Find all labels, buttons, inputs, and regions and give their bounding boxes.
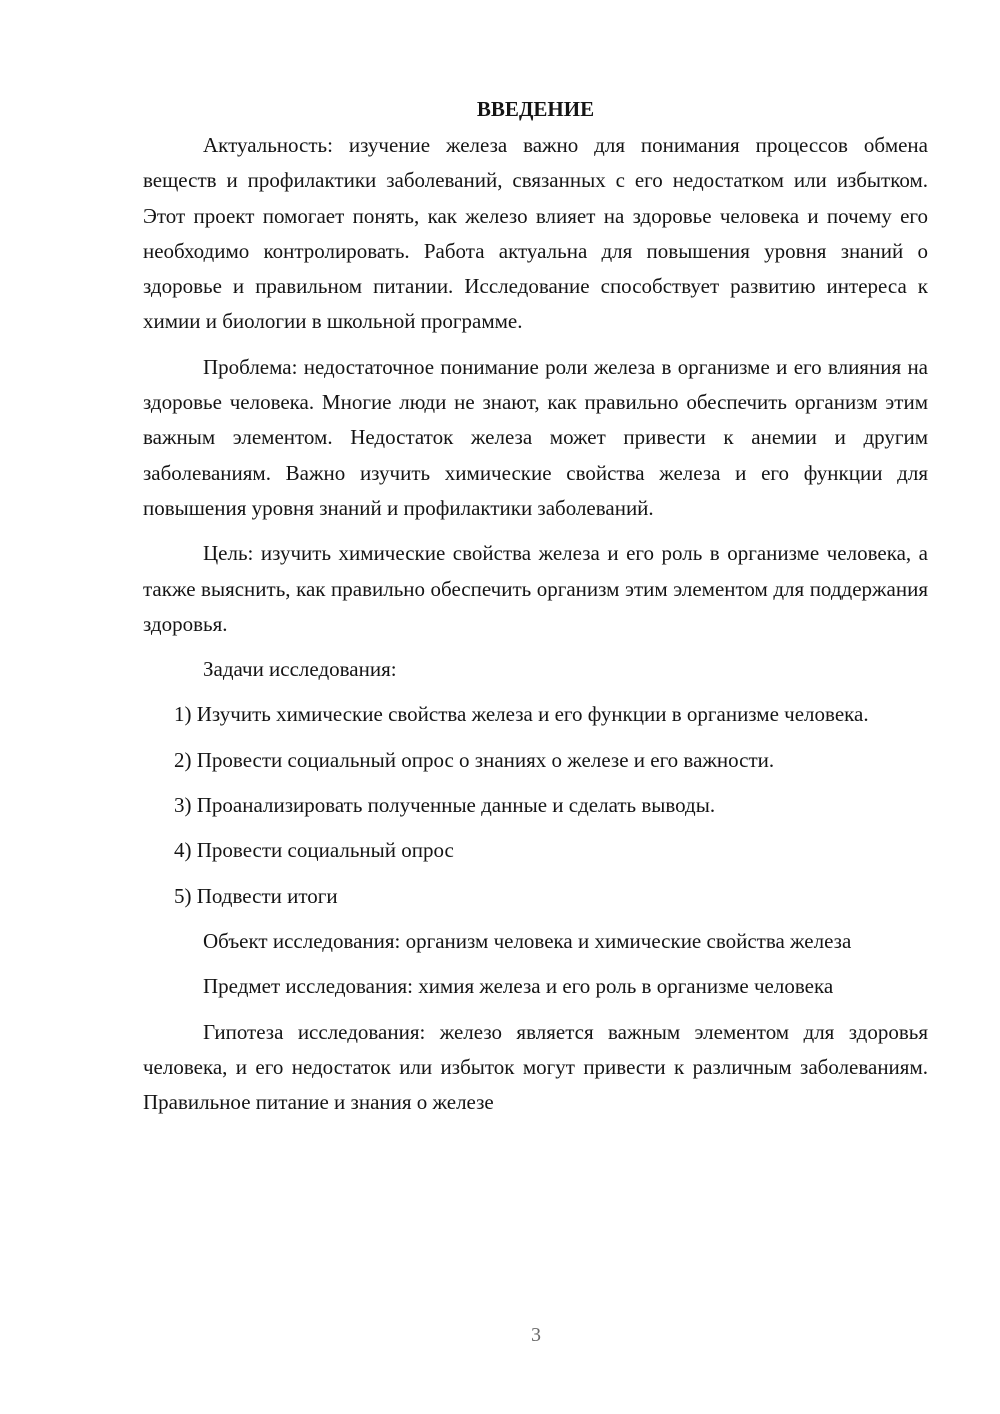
task-item-1: 1) Изучить химические свойства железа и его функции в организме человека. (174, 702, 869, 727)
relevance-paragraph: Актуальность: изучение железа важно для понимания процессов обмена веществ и профилактики заболеваний, связанных с его недостатком или избытком. Этот проект помогает понять, как железо влияет на здоровье человека и почему его необходимо контролировать. Работа актуальна для повышения уровня знаний о здоровье и правильном питании. Исследование способствует развитию интереса к химии и биологии в школьной программе. (143, 133, 928, 334)
page-content (143, 92, 928, 1120)
task-item-3: 3) Проанализировать полученные данные и сделать выводы. (174, 793, 716, 818)
section-heading: ВВЕДЕНИЕ (476, 97, 595, 121)
object-paragraph: Объект исследования: организм человека и химические свойства железа (203, 928, 852, 953)
problem-paragraph: Проблема: недостаточное понимание роли железа в организме и его влияния на здоровье человека. Многие люди не знают, как правильно обеспечить организм этим важным элементом. Недостаток железа может привести к анемии и другим заболеваниям. Важно изучить химические свойства железа и его функции для повышения уровня знаний и профилактики заболеваний. (143, 354, 928, 520)
goal-paragraph: Цель: изучить химические свойства железа и его роль в организме человека, а также выяснить, как правильно обеспечить организм этим элементом для поддержания здоровья. (143, 541, 928, 636)
task-item-4: 4) Провести социальный опрос (174, 838, 454, 863)
page-number: 3 (531, 1324, 541, 1346)
subject-paragraph: Предмет исследования: химия железа и его роль в организме человека (203, 974, 834, 999)
task-item-2: 2) Провести социальный опрос о знаниях о железе и его важности. (174, 747, 775, 772)
tasks-label: Задачи исследования: (203, 657, 397, 682)
hypothesis-paragraph: Гипотеза исследования: железо является важным элементом для здоровья человека, и его недостаток или избыток могут привести к различным заболеваниям. Правильное питание и знания о железе (143, 1019, 928, 1115)
task-item-5: 5) Подвести итоги (174, 883, 338, 908)
